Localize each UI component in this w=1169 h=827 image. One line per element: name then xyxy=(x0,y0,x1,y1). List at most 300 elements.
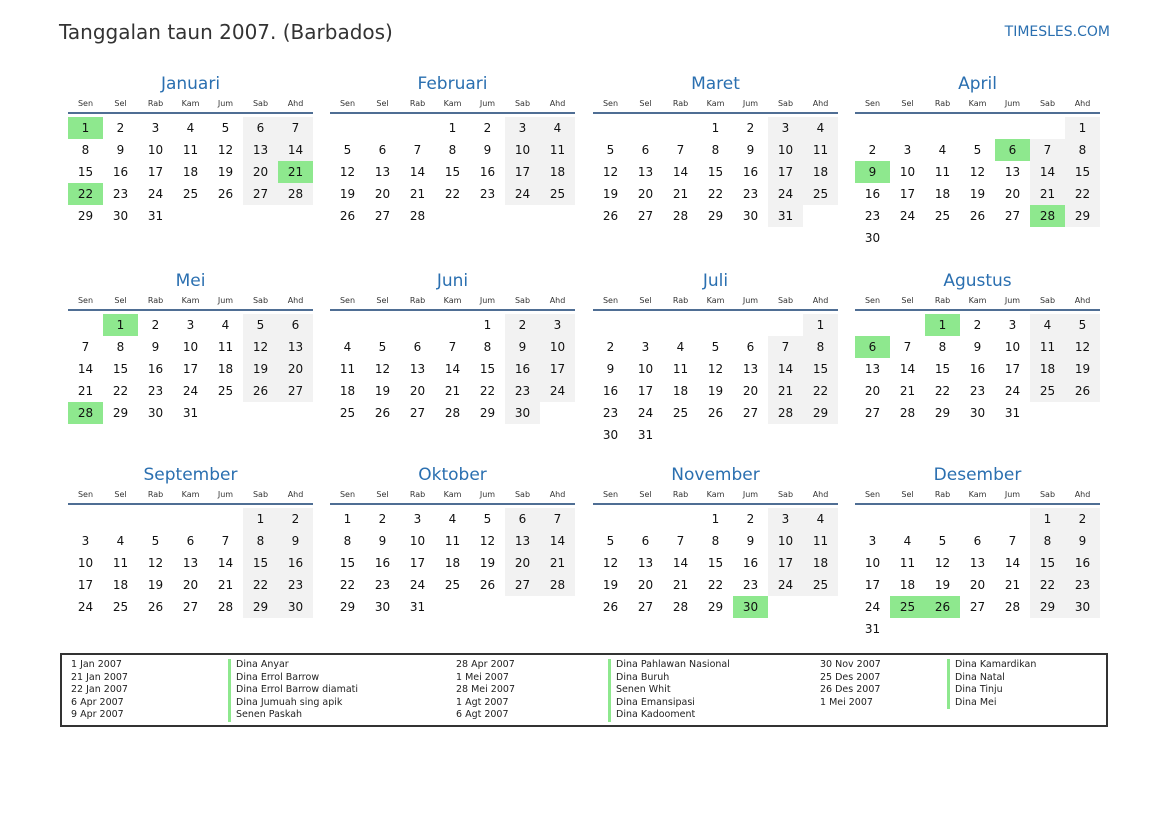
weekday-label: Kam xyxy=(181,296,200,305)
day-cell: 3 xyxy=(81,534,90,548)
day-cell: 11 xyxy=(803,530,838,552)
day-cell: 17 xyxy=(768,161,803,183)
legend-date: 30 Nov 2007 xyxy=(820,659,881,670)
day-cell: 6 xyxy=(186,534,195,548)
empty-day xyxy=(68,508,103,530)
day-cell: 9 xyxy=(606,362,615,376)
day-cell: 29 xyxy=(803,402,838,424)
weekday-label: Ahd xyxy=(1074,490,1091,499)
day-grid xyxy=(855,117,1100,249)
day-grid xyxy=(330,508,575,618)
weekday-label: Sab xyxy=(777,99,794,108)
month-name: Februari xyxy=(417,74,488,94)
weekday-label: Ahd xyxy=(287,296,304,305)
day-cell: 13 xyxy=(505,530,540,552)
day-cell: 21 xyxy=(672,187,689,201)
weekday-label: Rab xyxy=(409,296,426,305)
day-cell: 9 xyxy=(1065,530,1100,552)
empty-day xyxy=(628,508,663,530)
day-cell: 11 xyxy=(803,139,838,161)
legend-holiday-name: Senen Whit xyxy=(616,684,671,696)
legend-date: 28 Apr 2007 xyxy=(456,659,515,670)
day-cell: 15 xyxy=(444,165,461,179)
day-cell: 22 xyxy=(112,384,129,398)
day-cell: 28 xyxy=(444,406,461,420)
day-cell: 18 xyxy=(899,578,916,592)
day-cell: 19 xyxy=(339,187,356,201)
day-cell: 29 xyxy=(1030,596,1065,618)
month-name: Juni xyxy=(436,271,469,291)
weekday-label: Rab xyxy=(672,296,689,305)
day-cell: 27 xyxy=(637,600,654,614)
day-cell: 17 xyxy=(1004,362,1021,376)
legend-date: 1 Jan 2007 xyxy=(71,659,122,670)
day-cell: 15 xyxy=(934,362,951,376)
legend-names xyxy=(947,659,1036,709)
month-name: Agustus xyxy=(943,271,1012,291)
day-cell: 12 xyxy=(602,556,619,570)
day-cell: 30 xyxy=(969,406,986,420)
day-cell: 4 xyxy=(448,512,457,526)
day-cell: 10 xyxy=(1004,340,1021,354)
empty-day xyxy=(103,508,138,530)
day-cell: 25 xyxy=(540,183,575,205)
day-cell: 5 xyxy=(938,534,947,548)
holiday-day: 1 xyxy=(925,314,960,336)
weekday-label: Sab xyxy=(252,490,269,499)
day-cell: 8 xyxy=(711,143,720,157)
day-cell: 31 xyxy=(768,205,803,227)
day-cell: 1 xyxy=(243,508,278,530)
holiday-day: 28 xyxy=(68,402,103,424)
empty-day xyxy=(593,117,628,139)
legend-date: 1 Mei 2007 xyxy=(456,671,509,683)
empty-day xyxy=(208,402,243,424)
day-cell: 21 xyxy=(672,578,689,592)
month-name: Januari xyxy=(160,74,221,94)
day-cell: 2 xyxy=(746,512,755,526)
day-cell: 24 xyxy=(409,578,426,592)
weekday-label: Kam xyxy=(706,296,725,305)
day-cell: 23 xyxy=(742,187,759,201)
day-cell: 29 xyxy=(339,600,356,614)
legend-holiday-name: Senen Paskah xyxy=(236,709,303,721)
legend-date: 6 Apr 2007 xyxy=(71,696,124,708)
day-cell: 15 xyxy=(77,165,94,179)
month-juni xyxy=(330,270,575,424)
day-cell: 7 xyxy=(221,534,230,548)
day-cell: 22 xyxy=(1030,574,1065,596)
day-cell: 23 xyxy=(505,380,540,402)
day-cell: 14 xyxy=(1004,556,1021,570)
weekday-header xyxy=(593,295,838,311)
day-cell: 28 xyxy=(1004,600,1021,614)
legend-holiday-name: Dina Buruh xyxy=(616,671,670,683)
day-cell: 15 xyxy=(707,165,724,179)
day-cell: 20 xyxy=(969,578,986,592)
month-name: Oktober xyxy=(418,465,487,485)
day-cell: 22 xyxy=(707,187,724,201)
holiday-day: 26 xyxy=(925,596,960,618)
day-cell: 5 xyxy=(343,143,352,157)
month-januari xyxy=(68,73,313,227)
day-cell: 1 xyxy=(448,121,457,135)
day-cell: 3 xyxy=(641,340,650,354)
weekday-label: Sel xyxy=(114,99,127,108)
weekday-label: Jum xyxy=(742,490,759,499)
day-cell: 30 xyxy=(278,596,313,618)
day-cell: 30 xyxy=(505,402,540,424)
day-cell: 29 xyxy=(707,209,724,223)
empty-day xyxy=(243,205,278,227)
day-cell: 23 xyxy=(374,578,391,592)
weekday-label: Sel xyxy=(901,490,914,499)
day-cell: 7 xyxy=(278,117,313,139)
weekday-header xyxy=(68,295,313,311)
day-cell: 4 xyxy=(221,318,230,332)
day-cell: 12 xyxy=(969,165,986,179)
day-cell: 20 xyxy=(505,552,540,574)
day-cell: 29 xyxy=(243,596,278,618)
day-cell: 2 xyxy=(1065,508,1100,530)
day-cell: 3 xyxy=(505,117,540,139)
day-cell: 24 xyxy=(505,183,540,205)
empty-day xyxy=(138,508,173,530)
day-cell: 19 xyxy=(969,187,986,201)
day-cell: 26 xyxy=(602,600,619,614)
day-cell: 11 xyxy=(540,139,575,161)
day-cell: 20 xyxy=(182,578,199,592)
empty-day xyxy=(803,424,838,446)
month-name: Maret xyxy=(691,74,740,94)
day-cell: 8 xyxy=(1065,139,1100,161)
day-cell: 4 xyxy=(938,143,947,157)
day-cell: 2 xyxy=(606,340,615,354)
weekday-label: Sel xyxy=(114,296,127,305)
day-cell: 24 xyxy=(147,187,164,201)
day-cell: 16 xyxy=(479,165,496,179)
empty-day xyxy=(1030,402,1065,424)
day-cell: 12 xyxy=(217,143,234,157)
empty-day xyxy=(995,227,1030,249)
empty-day xyxy=(173,508,208,530)
empty-day xyxy=(330,117,365,139)
day-cell: 25 xyxy=(672,406,689,420)
empty-day xyxy=(1030,618,1065,640)
day-cell: 1 xyxy=(1030,508,1065,530)
month-oktober xyxy=(330,464,575,618)
day-cell: 9 xyxy=(378,534,387,548)
day-cell: 24 xyxy=(768,183,803,205)
day-cell: 6 xyxy=(413,340,422,354)
day-cell: 10 xyxy=(409,534,426,548)
day-cell: 27 xyxy=(637,209,654,223)
weekday-label: Kam xyxy=(706,99,725,108)
day-cell: 30 xyxy=(112,209,129,223)
day-cell: 18 xyxy=(803,161,838,183)
day-cell: 31 xyxy=(147,209,164,223)
empty-day xyxy=(925,508,960,530)
day-cell: 8 xyxy=(938,340,947,354)
day-cell: 17 xyxy=(182,362,199,376)
holiday-day: 1 xyxy=(68,117,103,139)
weekday-label: Sen xyxy=(77,490,94,499)
day-cell: 31 xyxy=(1004,406,1021,420)
empty-day xyxy=(855,314,890,336)
weekday-label: Sab xyxy=(514,490,531,499)
empty-day xyxy=(330,314,365,336)
empty-day xyxy=(278,402,313,424)
day-cell: 20 xyxy=(1004,187,1021,201)
day-cell: 9 xyxy=(278,530,313,552)
weekday-label: Ahd xyxy=(1074,296,1091,305)
day-cell: 29 xyxy=(479,406,496,420)
day-cell: 29 xyxy=(707,600,724,614)
day-cell: 22 xyxy=(707,578,724,592)
weekday-label: Sen xyxy=(602,490,619,499)
day-cell: 13 xyxy=(374,165,391,179)
day-cell: 3 xyxy=(1008,318,1017,332)
month-name: April xyxy=(958,74,997,94)
day-cell: 13 xyxy=(637,556,654,570)
empty-day xyxy=(470,205,505,227)
weekday-label: Sen xyxy=(77,296,94,305)
empty-day xyxy=(995,618,1030,640)
weekday-label: Sen xyxy=(339,296,356,305)
day-grid xyxy=(330,314,575,424)
day-cell: 5 xyxy=(606,534,615,548)
day-cell: 20 xyxy=(742,384,759,398)
empty-day xyxy=(1065,618,1100,640)
day-grid xyxy=(68,314,313,424)
empty-day xyxy=(663,424,698,446)
day-cell: 5 xyxy=(973,143,982,157)
empty-day xyxy=(663,314,698,336)
day-cell: 26 xyxy=(374,406,391,420)
empty-day xyxy=(173,205,208,227)
holiday-day: 28 xyxy=(1030,205,1065,227)
empty-day xyxy=(1030,117,1065,139)
day-cell: 11 xyxy=(182,143,199,157)
empty-day xyxy=(803,596,838,618)
day-cell: 8 xyxy=(483,340,492,354)
legend-holiday-name: Dina Mei xyxy=(955,696,997,708)
weekday-label: Sel xyxy=(376,99,389,108)
empty-day xyxy=(400,314,435,336)
day-cell: 18 xyxy=(1030,358,1065,380)
day-cell: 8 xyxy=(711,534,720,548)
weekday-label: Sab xyxy=(1039,99,1056,108)
day-cell: 19 xyxy=(243,358,278,380)
day-cell: 5 xyxy=(243,314,278,336)
day-cell: 21 xyxy=(1030,183,1065,205)
legend-holiday-name: Dina Emansipasi xyxy=(616,696,695,708)
day-cell: 2 xyxy=(483,121,492,135)
weekday-label: Sen xyxy=(864,490,881,499)
day-cell: 31 xyxy=(637,428,654,442)
day-cell: 13 xyxy=(637,165,654,179)
day-cell: 30 xyxy=(602,428,619,442)
weekday-header xyxy=(68,98,313,114)
weekday-label: Jum xyxy=(217,296,234,305)
day-cell: 16 xyxy=(1065,552,1100,574)
legend-holiday-name: Dina Natal xyxy=(955,671,1005,683)
empty-day xyxy=(1065,227,1100,249)
legend-date: 9 Apr 2007 xyxy=(71,709,124,721)
weekday-label: Jum xyxy=(1004,296,1021,305)
legend-dates xyxy=(456,659,515,722)
holiday-day: 1 xyxy=(103,314,138,336)
empty-day xyxy=(278,205,313,227)
day-cell: 28 xyxy=(672,600,689,614)
day-cell: 7 xyxy=(903,340,912,354)
day-cell: 23 xyxy=(1065,574,1100,596)
day-cell: 28 xyxy=(540,574,575,596)
empty-day xyxy=(593,508,628,530)
day-cell: 22 xyxy=(479,384,496,398)
day-cell: 1 xyxy=(711,512,720,526)
day-cell: 20 xyxy=(637,578,654,592)
day-cell: 13 xyxy=(182,556,199,570)
weekday-label: Sab xyxy=(252,296,269,305)
empty-day xyxy=(628,117,663,139)
weekday-label: Jum xyxy=(1004,99,1021,108)
day-cell: 14 xyxy=(672,165,689,179)
day-cell: 3 xyxy=(540,314,575,336)
day-cell: 9 xyxy=(116,143,125,157)
day-cell: 3 xyxy=(186,318,195,332)
day-cell: 6 xyxy=(505,508,540,530)
day-cell: 29 xyxy=(1065,205,1100,227)
day-cell: 13 xyxy=(243,139,278,161)
day-cell: 21 xyxy=(409,187,426,201)
legend-date: 1 Agt 2007 xyxy=(456,696,509,708)
day-cell: 14 xyxy=(1030,161,1065,183)
day-cell: 27 xyxy=(864,406,881,420)
day-cell: 9 xyxy=(973,340,982,354)
legend-date: 26 Des 2007 xyxy=(820,684,881,696)
month-name: September xyxy=(143,465,238,485)
empty-day xyxy=(505,596,540,618)
day-cell: 11 xyxy=(672,362,689,376)
day-cell: 2 xyxy=(973,318,982,332)
day-cell: 24 xyxy=(864,600,881,614)
day-cell: 18 xyxy=(217,362,234,376)
legend-names xyxy=(228,659,358,722)
day-cell: 14 xyxy=(444,362,461,376)
empty-day xyxy=(768,596,803,618)
day-cell: 27 xyxy=(969,600,986,614)
weekday-label: Sel xyxy=(639,296,652,305)
weekday-header xyxy=(855,489,1100,505)
day-cell: 14 xyxy=(768,358,803,380)
day-cell: 7 xyxy=(540,508,575,530)
day-cell: 23 xyxy=(278,574,313,596)
day-cell: 2 xyxy=(378,512,387,526)
empty-day xyxy=(593,314,628,336)
day-cell: 2 xyxy=(746,121,755,135)
day-cell: 2 xyxy=(151,318,160,332)
day-cell: 2 xyxy=(505,314,540,336)
day-cell: 15 xyxy=(479,362,496,376)
day-cell: 4 xyxy=(540,117,575,139)
day-cell: 11 xyxy=(339,362,356,376)
legend-holiday-name: Dina Kadooment xyxy=(616,709,696,721)
day-cell: 26 xyxy=(147,600,164,614)
day-cell: 17 xyxy=(637,384,654,398)
legend-date: 22 Jan 2007 xyxy=(71,684,128,696)
day-cell: 28 xyxy=(672,209,689,223)
page-title: Tanggalan taun 2007. (Barbados) xyxy=(59,20,393,44)
day-cell: 4 xyxy=(803,508,838,530)
weekday-label: Sel xyxy=(901,296,914,305)
weekday-label: Rab xyxy=(934,490,951,499)
day-cell: 22 xyxy=(1065,183,1100,205)
day-cell: 22 xyxy=(803,380,838,402)
day-cell: 25 xyxy=(217,384,234,398)
day-cell: 24 xyxy=(637,406,654,420)
weekday-label: Rab xyxy=(409,99,426,108)
weekday-label: Sel xyxy=(639,99,652,108)
day-cell: 24 xyxy=(540,380,575,402)
day-cell: 30 xyxy=(374,600,391,614)
day-cell: 16 xyxy=(969,362,986,376)
month-november xyxy=(593,464,838,618)
empty-day xyxy=(470,596,505,618)
empty-day xyxy=(698,424,733,446)
site-link[interactable]: TIMESLES.COM xyxy=(1004,24,1110,40)
weekday-header xyxy=(593,489,838,505)
day-cell: 29 xyxy=(934,406,951,420)
legend-date: 25 Des 2007 xyxy=(820,671,881,683)
day-cell: 15 xyxy=(707,556,724,570)
day-cell: 25 xyxy=(112,600,129,614)
day-cell: 7 xyxy=(676,534,685,548)
legend-dates xyxy=(820,659,881,709)
legend-holiday-name: Dina Pahlawan Nasional xyxy=(616,659,730,670)
empty-day xyxy=(540,596,575,618)
day-cell: 28 xyxy=(768,402,803,424)
day-cell: 24 xyxy=(899,209,916,223)
day-cell: 3 xyxy=(768,117,803,139)
day-cell: 16 xyxy=(505,358,540,380)
day-cell: 8 xyxy=(81,143,90,157)
month-desember xyxy=(855,464,1100,640)
weekday-header xyxy=(593,98,838,114)
empty-day xyxy=(208,508,243,530)
holiday-day: 25 xyxy=(890,596,925,618)
day-cell: 4 xyxy=(1030,314,1065,336)
day-cell: 6 xyxy=(378,143,387,157)
day-cell: 4 xyxy=(116,534,125,548)
weekday-label: Jum xyxy=(217,99,234,108)
day-cell: 19 xyxy=(217,165,234,179)
day-cell: 23 xyxy=(147,384,164,398)
day-cell: 20 xyxy=(278,358,313,380)
day-cell: 7 xyxy=(448,340,457,354)
empty-day xyxy=(698,314,733,336)
day-cell: 19 xyxy=(602,578,619,592)
legend-dates xyxy=(71,659,128,722)
legend-names xyxy=(608,659,730,722)
day-cell: 15 xyxy=(803,358,838,380)
day-cell: 16 xyxy=(278,552,313,574)
holiday-day: 30 xyxy=(733,596,768,618)
day-cell: 7 xyxy=(81,340,90,354)
weekday-label: Sab xyxy=(252,99,269,108)
day-cell: 15 xyxy=(1030,552,1065,574)
day-cell: 4 xyxy=(343,340,352,354)
